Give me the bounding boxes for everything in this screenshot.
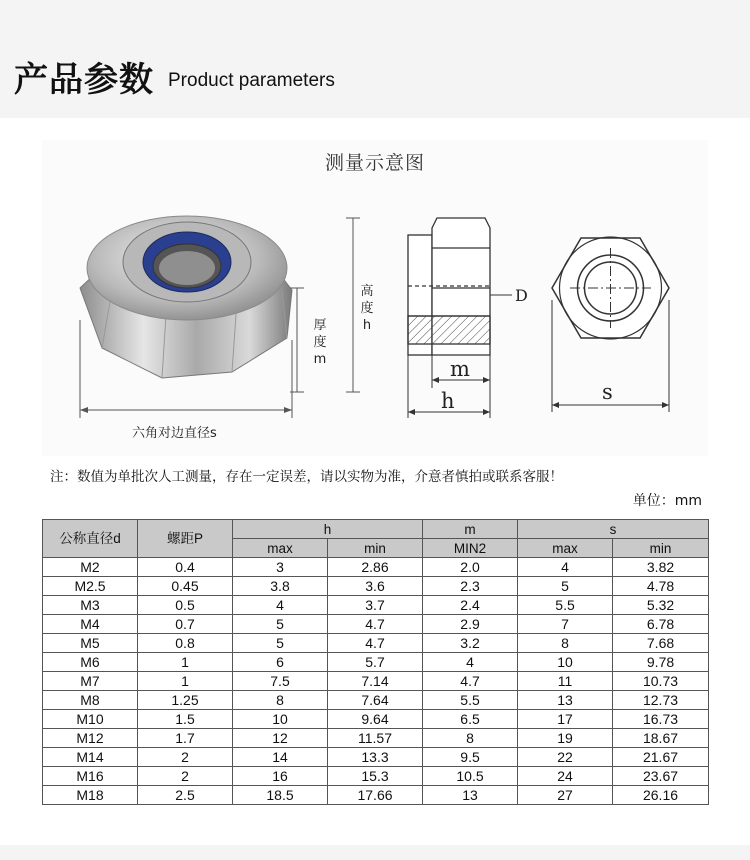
bottom-strip	[0, 845, 750, 860]
page-title: 产品参数	[14, 60, 154, 100]
table-cell: 2.5	[138, 786, 233, 805]
nut-photo	[80, 216, 292, 378]
table-cell: 3.8	[233, 577, 328, 596]
table-cell: M18	[43, 786, 138, 805]
table-cell: 6	[233, 653, 328, 672]
diagram-title: 测量示意图	[324, 152, 425, 174]
table-cell: 16	[233, 767, 328, 786]
table-cell: M6	[43, 653, 138, 672]
label-hex-width: 六角对边直径s	[132, 426, 217, 441]
table-row	[43, 653, 709, 672]
table-cell: 2.0	[423, 558, 518, 577]
table-cell: 5.5	[423, 691, 518, 710]
spec-table	[42, 519, 709, 805]
table-cell: 13.3	[328, 748, 423, 767]
table-cell: 21.67	[613, 748, 709, 767]
header-diameter: 公称直径d	[43, 520, 138, 558]
table-cell: 1	[138, 672, 233, 691]
label-h: h	[441, 389, 455, 413]
table-cell: 7.64	[328, 691, 423, 710]
header-m: m	[423, 520, 518, 539]
header-h-max: max	[233, 539, 328, 558]
table-cell: 9.78	[613, 653, 709, 672]
table-cell: 7	[518, 615, 613, 634]
table-cell: M4	[43, 615, 138, 634]
table-cell: 7.68	[613, 634, 709, 653]
table-cell: 0.7	[138, 615, 233, 634]
spec-table-body	[43, 558, 709, 805]
table-cell: 8	[423, 729, 518, 748]
table-cell: 3.2	[423, 634, 518, 653]
table-cell: 27	[518, 786, 613, 805]
table-cell: 3.82	[613, 558, 709, 577]
table-cell: 10.5	[423, 767, 518, 786]
table-cell: 10.73	[613, 672, 709, 691]
table-cell: 4.7	[328, 634, 423, 653]
table-cell: 0.5	[138, 596, 233, 615]
table-cell: 9.64	[328, 710, 423, 729]
table-cell: 3	[233, 558, 328, 577]
table-cell: M2	[43, 558, 138, 577]
header-s-max: max	[518, 539, 613, 558]
table-cell: 5	[518, 577, 613, 596]
table-cell: 0.8	[138, 634, 233, 653]
table-row	[43, 634, 709, 653]
label-height-char-2: 度	[360, 301, 374, 316]
table-cell: 1.5	[138, 710, 233, 729]
table-row	[43, 767, 709, 786]
label-height-char-1: 高	[360, 284, 374, 299]
header-s: s	[518, 520, 709, 539]
table-cell: 5	[233, 615, 328, 634]
table-cell: 0.4	[138, 558, 233, 577]
table-cell: 0.45	[138, 577, 233, 596]
table-cell: 11.57	[328, 729, 423, 748]
header-h: h	[233, 520, 423, 539]
table-cell: M8	[43, 691, 138, 710]
table-cell: 7.14	[328, 672, 423, 691]
table-cell: 17.66	[328, 786, 423, 805]
label-thickness-char-3: m	[313, 352, 327, 367]
table-cell: M14	[43, 748, 138, 767]
table-cell: 4	[518, 558, 613, 577]
table-cell: 4	[423, 653, 518, 672]
table-cell: 13	[423, 786, 518, 805]
header-pitch: 螺距P	[138, 520, 233, 558]
table-cell: 8	[233, 691, 328, 710]
table-row	[43, 691, 709, 710]
table-cell: 3.7	[328, 596, 423, 615]
table-cell: 3.6	[328, 577, 423, 596]
label-D: D	[515, 286, 528, 305]
table-cell: M2.5	[43, 577, 138, 596]
table-cell: 5.32	[613, 596, 709, 615]
table-cell: 15.3	[328, 767, 423, 786]
table-cell: 1.25	[138, 691, 233, 710]
header-s-min: min	[613, 539, 709, 558]
table-cell: 5.7	[328, 653, 423, 672]
table-cell: 10	[233, 710, 328, 729]
table-cell: 19	[518, 729, 613, 748]
spec-table-header	[43, 520, 709, 558]
table-cell: M3	[43, 596, 138, 615]
header-m-min2: MIN2	[423, 539, 518, 558]
table-row	[43, 558, 709, 577]
unit-label: 单位：mm	[632, 493, 702, 509]
table-cell: 2.3	[423, 577, 518, 596]
table-cell: 14	[233, 748, 328, 767]
label-height-char-3: h	[362, 318, 372, 333]
table-cell: 1	[138, 653, 233, 672]
table-row	[43, 672, 709, 691]
table-cell: 2	[138, 748, 233, 767]
table-row	[43, 596, 709, 615]
table-row	[43, 748, 709, 767]
table-cell: 10	[518, 653, 613, 672]
disclaimer-note: 注：数值为单批次人工测量，存在一定误差，请以实物为准，介意者慎拍或联系客服！	[50, 469, 563, 485]
table-cell: 22	[518, 748, 613, 767]
label-thickness-char-1: 厚	[313, 318, 327, 333]
table-cell: 13	[518, 691, 613, 710]
label-s: s	[602, 380, 613, 404]
table-cell: 18.5	[233, 786, 328, 805]
table-cell: 23.67	[613, 767, 709, 786]
table-cell: M5	[43, 634, 138, 653]
table-row	[43, 786, 709, 805]
table-cell: 2.4	[423, 596, 518, 615]
table-cell: M16	[43, 767, 138, 786]
table-cell: 4.7	[328, 615, 423, 634]
table-cell: 2	[138, 767, 233, 786]
table-cell: M7	[43, 672, 138, 691]
label-m: m	[450, 357, 470, 381]
table-cell: 18.67	[613, 729, 709, 748]
table-row	[43, 615, 709, 634]
page-subtitle: Product parameters	[168, 70, 335, 91]
table-cell: 2.9	[423, 615, 518, 634]
page-header	[0, 0, 750, 118]
table-cell: 17	[518, 710, 613, 729]
table-cell: 4	[233, 596, 328, 615]
table-cell: 2.86	[328, 558, 423, 577]
table-cell: 5	[233, 634, 328, 653]
table-cell: 8	[518, 634, 613, 653]
table-cell: 16.73	[613, 710, 709, 729]
table-row	[43, 710, 709, 729]
table-cell: 24	[518, 767, 613, 786]
table-cell: 4.78	[613, 577, 709, 596]
table-row	[43, 577, 709, 596]
table-cell: M10	[43, 710, 138, 729]
table-cell: 6.5	[423, 710, 518, 729]
table-cell: 4.7	[423, 672, 518, 691]
diagram-drawing	[42, 140, 708, 456]
table-row	[43, 729, 709, 748]
table-cell: 12	[233, 729, 328, 748]
table-cell: 11	[518, 672, 613, 691]
table-cell: 1.7	[138, 729, 233, 748]
table-cell: 12.73	[613, 691, 709, 710]
nut-side-view	[408, 218, 490, 355]
measurement-diagram	[42, 140, 708, 456]
table-cell: 6.78	[613, 615, 709, 634]
header-h-min: min	[328, 539, 423, 558]
label-thickness-char-2: 度	[313, 335, 327, 350]
table-cell: 5.5	[518, 596, 613, 615]
table-cell: 7.5	[233, 672, 328, 691]
table-cell: 9.5	[423, 748, 518, 767]
table-cell: 26.16	[613, 786, 709, 805]
table-cell: M12	[43, 729, 138, 748]
